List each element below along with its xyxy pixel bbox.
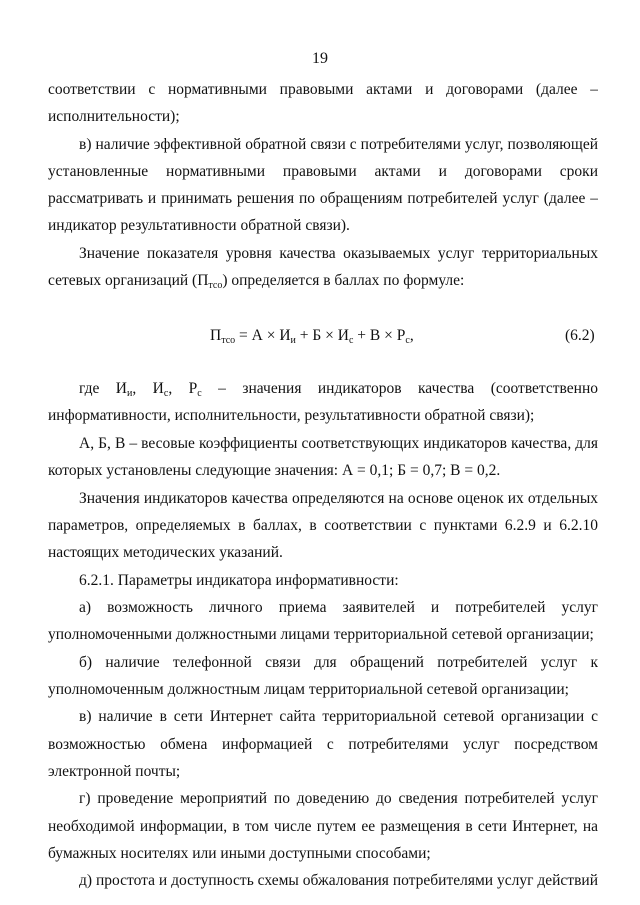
text-line: исполнительности); [48, 108, 180, 125]
text-line: уполномоченным должностным лицам территориальной сетевой организации; [48, 681, 569, 698]
formula-term: + Б × И [295, 327, 349, 344]
subscript: с [163, 388, 169, 399]
text-line [79, 379, 598, 399]
text-line: в) наличие эффективной обратной связи с потребителями услуг, позволяющей [79, 136, 598, 153]
text-line: информативности, исполнительности, результативности обратной связи); [48, 407, 535, 424]
formula-term: = А × И [235, 327, 291, 344]
text-fragment: ) определяется в баллах по формуле: [222, 272, 465, 289]
subscript: с [197, 388, 202, 399]
text-line: бумажных носителях или иными доступными способами; [48, 845, 431, 862]
formula [210, 327, 414, 346]
text-line: электронной почты; [48, 763, 181, 780]
text-line: Значения индикаторов качества определяются на основе оценок их отдельных [79, 490, 598, 507]
text-line: которых установлены следующие значения: А = 0,1; Б = 0,7; В = 0,2. [48, 462, 501, 479]
formula-lhs: П [210, 327, 222, 344]
text-line: рассматривать и принимать решения по обращениям потребителей услуг (далее – [48, 190, 598, 207]
subscript: тсо [208, 280, 223, 291]
text-line: г) проведение мероприятий по доведению до сведения потребителей услуг [79, 790, 598, 807]
text-line: уполномоченными должностными лицами территориальной сетевой организации; [48, 626, 594, 643]
page-number: 19 [312, 50, 328, 67]
subscript: и [290, 335, 296, 346]
text-line: настоящих методических указаний. [48, 544, 283, 561]
formula-term: + В × Р [353, 327, 406, 344]
text-line: а) возможность личного приема заявителей и потребителей услуг [79, 599, 598, 616]
text-line: Значение показателя уровня качества оказываемых услуг территориальных [79, 245, 598, 262]
text-line: параметров, определяемых в баллах, в соответствии с пунктами 6.2.9 и 6.2.10 [48, 517, 598, 534]
text-line: в) наличие в сети Интернет сайта территориальной сетевой организации с [79, 708, 598, 725]
text-line: возможностью обмена информацией с потребителями услуг посредством [48, 736, 598, 753]
text-line: 6.2.1. Параметры индикатора информативности: [79, 572, 399, 589]
text-fragment: где И [79, 380, 127, 397]
text-fragment: сетевых организаций (П [48, 272, 209, 289]
text-line: необходимой информации, в том числе путем ее размещения в сети Интернет, на [48, 818, 598, 835]
text-line [48, 271, 598, 296]
subscript: с [348, 335, 354, 346]
subscript: с [405, 335, 410, 346]
text-line: б) наличие телефонной связи для обращений потребителей услуг к [79, 654, 598, 671]
text-fragment: – значения индикаторов качества (соответственно [201, 380, 598, 397]
text-line: соответствии с нормативными правовыми актами и договорами (далее – [48, 81, 598, 98]
subscript: и [127, 388, 133, 399]
equation-number: (6.2) [565, 327, 595, 344]
text-line: А, Б, В – весовые коэффициенты соответствующих индикаторов качества, для [79, 435, 598, 452]
text-line: индикатор результативности обратной связи). [48, 217, 350, 234]
subscript: тсо [221, 335, 236, 346]
formula-tail: , [409, 327, 414, 344]
text-fragment: , Р [168, 380, 198, 397]
text-line: д) простота и доступность схемы обжалования потребителями услуг действий [79, 872, 598, 889]
text-fragment: , И [132, 380, 164, 397]
text-line: установленные нормативными правовыми актами и договорами сроки [48, 163, 598, 180]
